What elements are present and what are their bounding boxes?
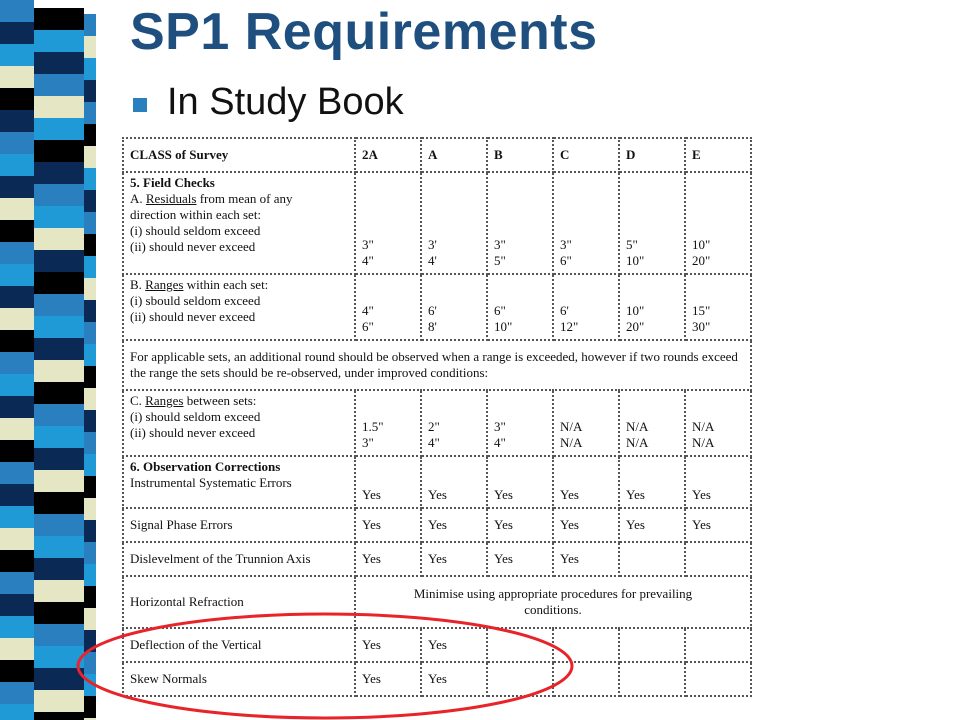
stripe-block [34,470,84,492]
bullet-text: In Study Book [167,81,404,123]
ranges-between-a: 2" 4" [421,390,487,456]
refraction-label: Horizontal Refraction [123,576,355,628]
cell-yes: Yes [355,456,421,508]
cell-yes: Yes [355,508,421,542]
stripe-block [0,0,34,22]
residuals-prefix: A. [130,191,146,206]
stripe-block [34,8,84,30]
skew-normals-label: Skew Normals [123,662,355,696]
cell-empty [619,628,685,662]
stripe-block [0,220,34,242]
stripe-block [0,638,34,660]
stripe-block [0,44,34,66]
cell-empty [685,662,751,696]
ranges-within-row [123,274,751,340]
stripe-block [34,338,84,360]
cell-yes: Yes [421,456,487,508]
stripe-block [84,168,96,190]
requirements-table [122,137,752,697]
stripe-block [34,668,84,690]
stripe-block [84,674,96,696]
stripe-block [34,536,84,558]
stripe-block [0,660,34,682]
stripe-block [34,690,84,712]
stripe-block [34,206,84,228]
deflection-label: Deflection of the Vertical [123,628,355,662]
cell-empty [685,542,751,576]
stripe-block [34,646,84,668]
stripe-block [84,14,96,36]
ranges-between-term: Ranges [145,393,184,408]
cell-empty [487,662,553,696]
stripe-block [84,36,96,58]
residuals-c: 3" 6" [553,172,619,274]
stripe-block [34,580,84,602]
cell-empty [553,662,619,696]
ranges-within-a: 6' 8' [421,274,487,340]
cell-yes: Yes [553,456,619,508]
stripe-block [84,344,96,366]
stripe-block [0,352,34,374]
reobserve-note: For applicable sets, an additional round should be observed when a range is exceeded, however if two rounds exceed the range the sets should be re-observed, under improved conditions: [123,340,751,390]
stripe-block [0,594,34,616]
stripe-block [0,528,34,550]
stripe-block [34,162,84,184]
deflection-row [123,628,751,662]
stripe-block [0,506,34,528]
ranges-within-description: B. Ranges within each set: (i) sbould seldom exceed (ii) should never exceed [123,274,355,340]
stripe-block [34,316,84,338]
stripe-block [0,154,34,176]
stripe-block [34,30,84,52]
cell-yes: Yes [553,542,619,576]
skew-normals-row [123,662,751,696]
observation-corrections-heading: 6. Observation Corrections [130,459,281,474]
stripe-block [34,404,84,426]
stripe-block [84,542,96,564]
cell-yes: Yes [421,628,487,662]
stripe-block [84,278,96,300]
cell-yes: Yes [619,508,685,542]
stripe-block [34,492,84,514]
stripe-block [34,294,84,316]
stripe-block [84,454,96,476]
stripe-block [34,52,84,74]
stripe-block [0,616,34,638]
stripe-block [0,374,34,396]
stripe-block [34,624,84,646]
stripe-block [0,88,34,110]
ranges-within-2a: 4" 6" [355,274,421,340]
stripe-block [0,308,34,330]
ranges-within-seldom-label: (i) sbould seldom exceed [130,293,261,308]
stripe-block [34,382,84,404]
stripe-block [34,184,84,206]
signal-phase-row [123,508,751,542]
refraction-row [123,576,751,628]
stripe-block [84,520,96,542]
cell-yes: Yes [355,628,421,662]
stripe-block [84,410,96,432]
stripe-block [34,118,84,140]
ranges-between-2a: 1.5" 3" [355,390,421,456]
class-of-survey-label: CLASS of Survey [123,138,355,172]
trunnion-label: Dislevelment of the Trunnion Axis [123,542,355,576]
residuals-seldom-label: (i) should seldom exceed [130,223,261,238]
field-checks-heading: 5. Field Checks [130,175,215,190]
stripe-block [84,476,96,498]
residuals-a: 3' 4' [421,172,487,274]
ranges-between-seldom-label: (i) should seldom exceed [130,409,261,424]
class-2a: 2A [355,138,421,172]
stripe-block [84,256,96,278]
stripe-block [34,514,84,536]
requirements-table-scan [122,137,752,707]
stripe-block [0,110,34,132]
residuals-d: 5" 10" [619,172,685,274]
stripe-block [84,322,96,344]
ranges-within-c: 6' 12" [553,274,619,340]
stripe-block [0,286,34,308]
residuals-line2: direction within each set: [130,207,262,222]
cell-yes: Yes [421,542,487,576]
ranges-within-term: Ranges [145,277,184,292]
stripe-block [34,448,84,470]
stripe-block [84,300,96,322]
cell-empty [553,628,619,662]
ranges-between-description: C. Ranges between sets: (i) should seldom exceed (ii) should never exceed [123,390,355,456]
stripe-block [0,242,34,264]
stripe-block [34,250,84,272]
cell-yes: Yes [421,508,487,542]
stripe-block [0,264,34,286]
stripe-block [0,22,34,44]
ranges-between-row [123,390,751,456]
residuals-2a: 3" 4" [355,172,421,274]
cell-empty [619,662,685,696]
cell-yes: Yes [619,456,685,508]
ranges-within-e: 15" 30" [685,274,751,340]
ranges-between-c: N/A N/A [553,390,619,456]
ranges-within-never-label: (ii) should never exceed [130,309,256,324]
cell-yes: Yes [487,456,553,508]
class-d: D [619,138,685,172]
stripe-block [0,440,34,462]
stripe-block [0,132,34,154]
cell-empty [487,628,553,662]
note-row [123,340,751,390]
stripe-block [0,704,34,720]
refraction-note: Minimise using appropriate procedures for prevailing conditions. [355,576,751,628]
cell-yes: Yes [355,662,421,696]
instrumental-errors-label: 6. Observation Corrections Instrumental Systematic Errors [123,456,355,508]
stripe-block [34,96,84,118]
instrumental-errors-row [123,456,751,508]
stripe-block [34,602,84,624]
class-e: E [685,138,751,172]
stripe-block [34,712,84,720]
residuals-row [123,172,751,274]
stripe-block [84,696,96,718]
residuals-line1: from mean of any [196,191,293,206]
stripe-block [84,564,96,586]
cell-empty [619,542,685,576]
ranges-between-d: N/A N/A [619,390,685,456]
bullet-square-icon [133,98,147,112]
cell-yes: Yes [355,542,421,576]
cell-yes: Yes [685,456,751,508]
residuals-e: 10" 20" [685,172,751,274]
stripe-block [84,80,96,102]
ranges-within-d: 10" 20" [619,274,685,340]
stripe-block [84,608,96,630]
header-row [123,138,751,172]
stripe-block [0,66,34,88]
stripe-block [0,572,34,594]
stripe-block [34,272,84,294]
residuals-term: Residuals [145,191,197,206]
stripe-block [84,652,96,674]
stripe-block [84,366,96,388]
stripe-block [0,330,34,352]
signal-phase-label: Signal Phase Errors [123,508,355,542]
stripe-block [0,550,34,572]
stripe-block [84,498,96,520]
stripe-block [0,396,34,418]
stripe-block [84,124,96,146]
slide-title: SP1 Requirements [130,3,598,61]
cell-yes: Yes [487,508,553,542]
class-b: B [487,138,553,172]
ranges-between-e: N/A N/A [685,390,751,456]
stripe-block [34,140,84,162]
cell-yes: Yes [421,662,487,696]
stripe-block [34,74,84,96]
ranges-between-never-label: (ii) should never exceed [130,425,256,440]
class-c: C [553,138,619,172]
stripe-block [84,58,96,80]
trunnion-row [123,542,751,576]
cell-yes: Yes [553,508,619,542]
stripe-block [84,630,96,652]
stripe-block [0,484,34,506]
stripe-block [84,212,96,234]
stripe-block [0,176,34,198]
ranges-between-b: 3" 4" [487,390,553,456]
stripe-block [34,228,84,250]
stripe-block [34,360,84,382]
stripe-block [84,234,96,256]
stripe-block [0,682,34,704]
stripe-block [0,198,34,220]
decorative-stripe [0,0,96,720]
stripe-block [84,190,96,212]
stripe-block [84,146,96,168]
stripe-block [34,558,84,580]
cell-empty [685,628,751,662]
stripe-block [84,388,96,410]
residuals-never-label: (ii) should never exceed [130,239,256,254]
residuals-description [123,172,355,274]
stripe-block [84,102,96,124]
residuals-b: 3" 5" [487,172,553,274]
stripe-block [0,418,34,440]
stripe-block [84,586,96,608]
cell-yes: Yes [487,542,553,576]
class-a: A [421,138,487,172]
stripe-block [84,432,96,454]
stripe-block [0,462,34,484]
ranges-within-b: 6" 10" [487,274,553,340]
stripe-block [34,426,84,448]
cell-yes: Yes [685,508,751,542]
